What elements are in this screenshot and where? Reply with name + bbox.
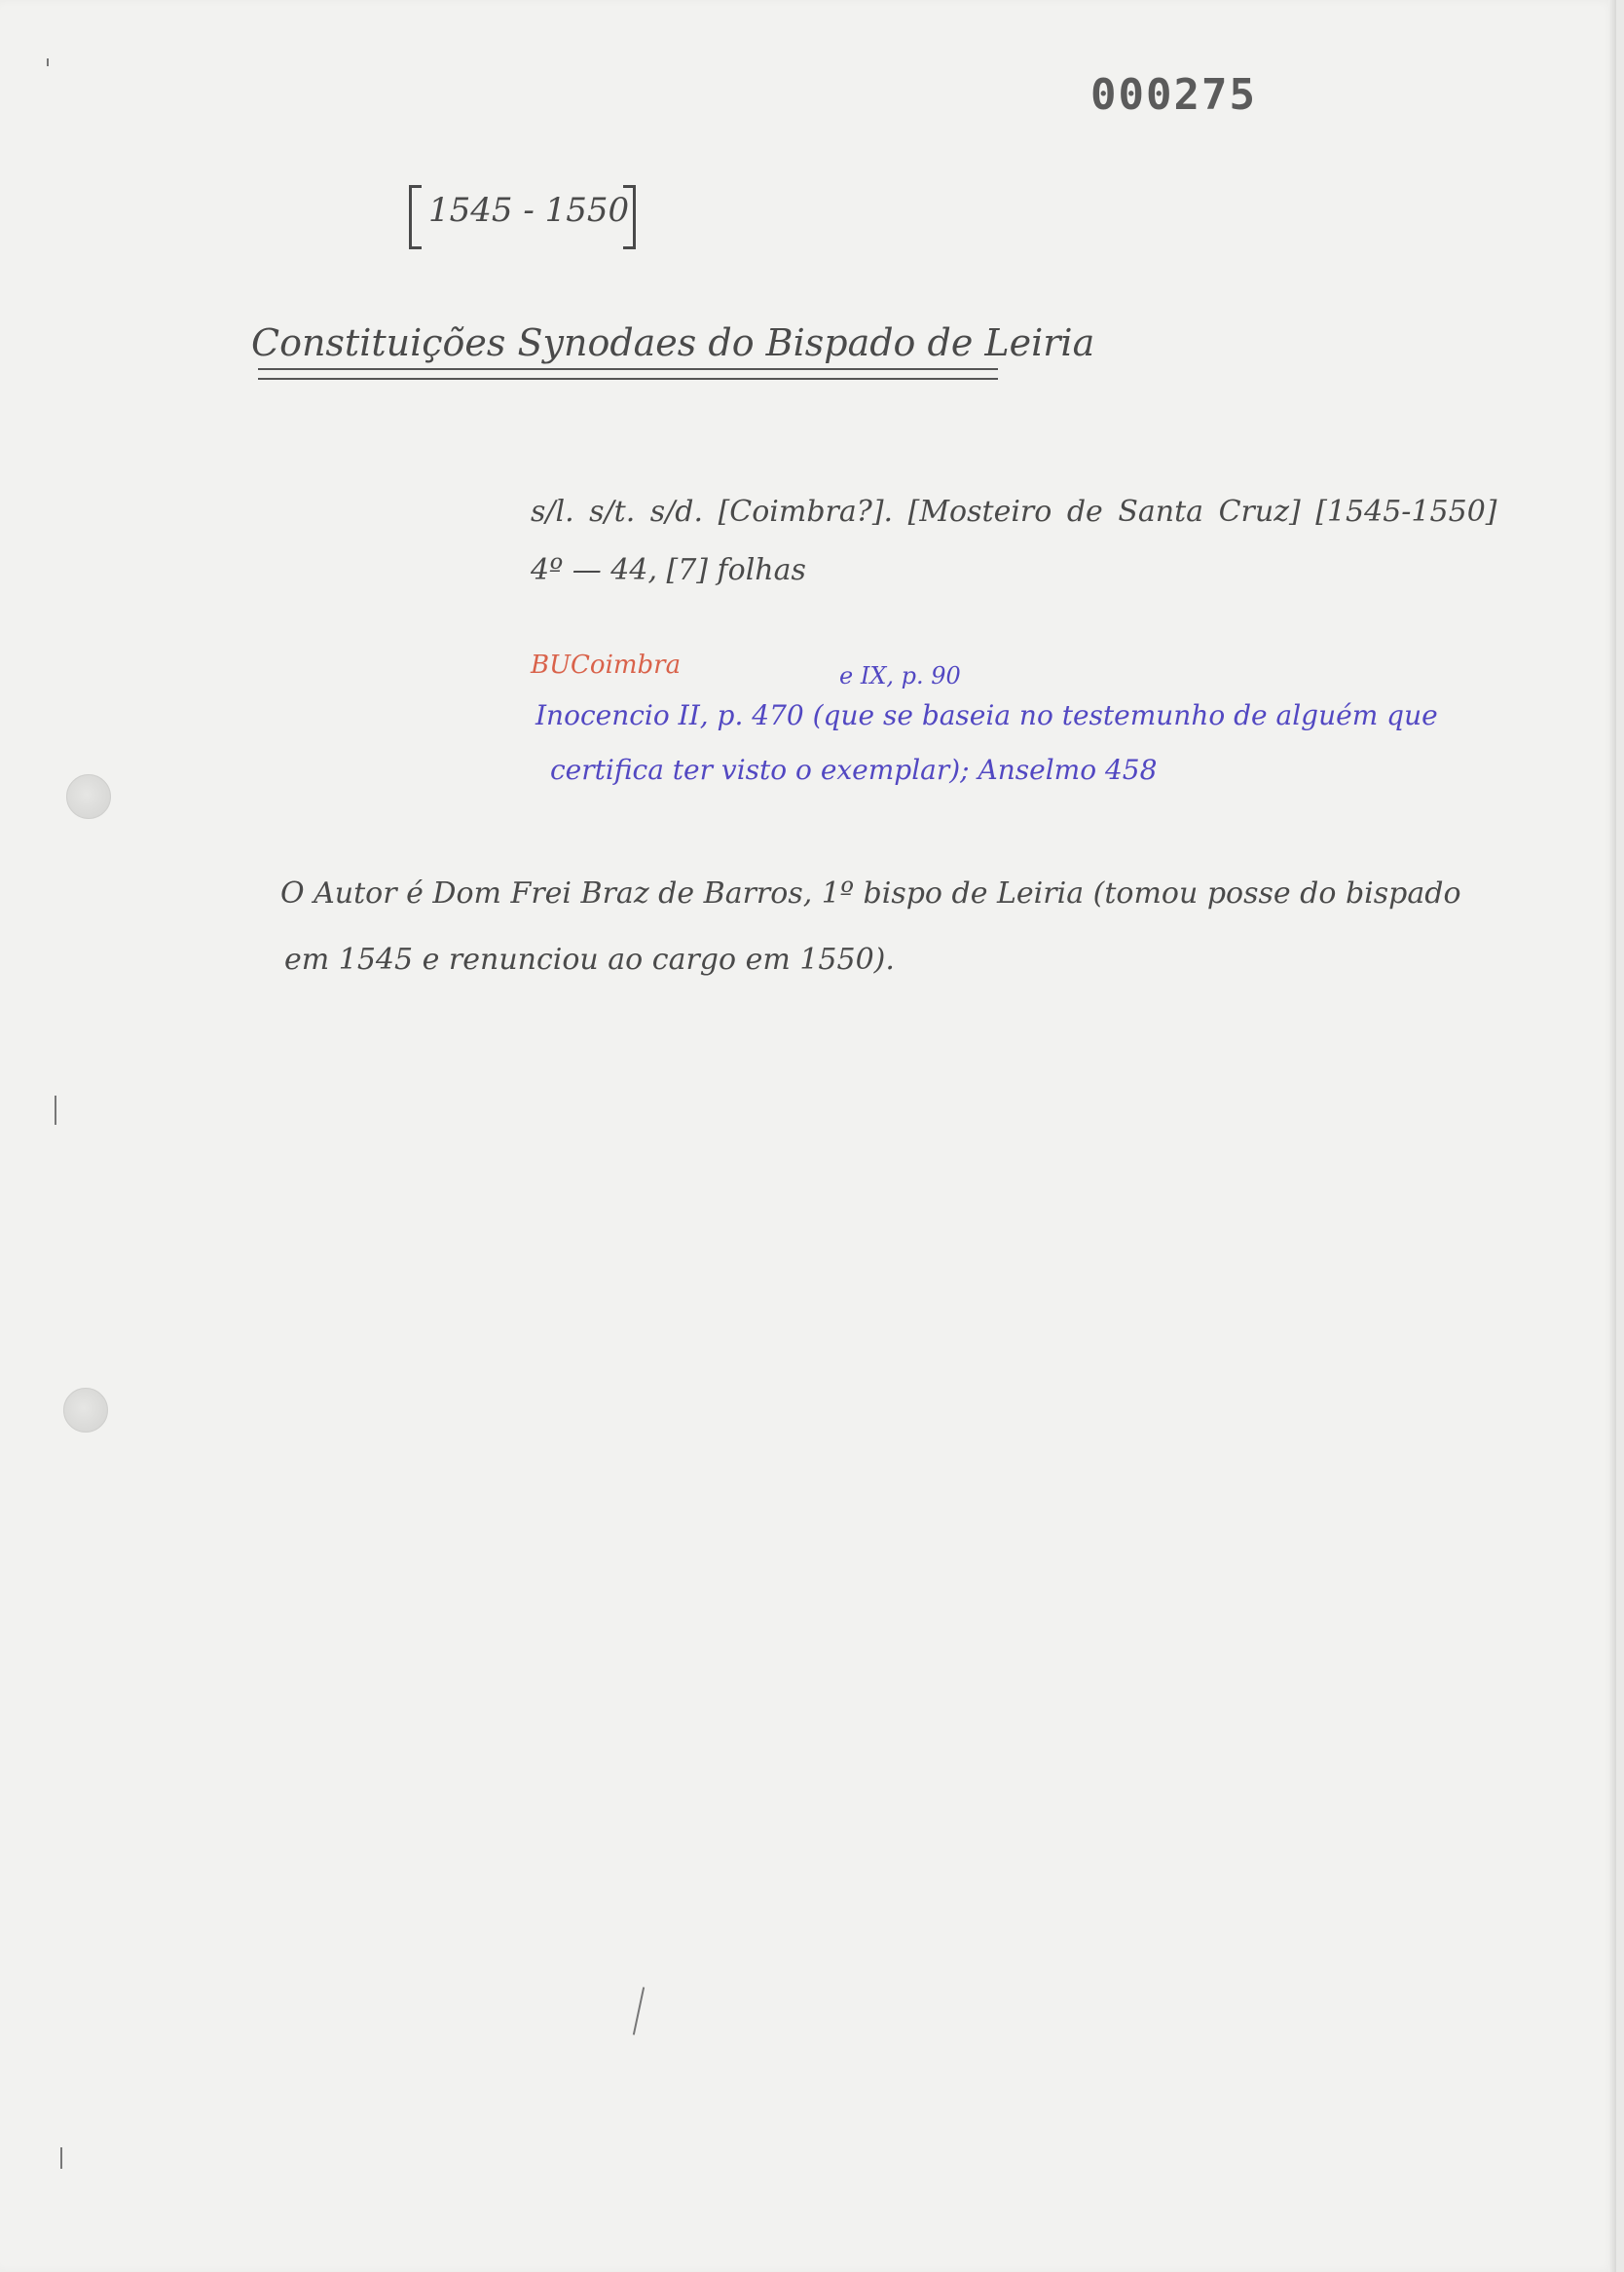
reference-insertion: e IX, p. 90 [839, 662, 961, 689]
document-title: Constituições Synodaes do Bispado de Leiria [251, 321, 1095, 364]
margin-mark [60, 2147, 62, 2169]
reference-line-1: Inocencio II, p. 470 (que se baseia no testemunho de alguém que [535, 699, 1438, 731]
library-location: BUCoimbra [531, 651, 682, 680]
stamp-number: 000275 [1090, 70, 1257, 120]
reference-line-2: certifica ter visto o exemplar); Anselmo 458 [550, 754, 1158, 786]
left-bracket [409, 185, 422, 249]
date-range: 1545 - 1550 [428, 191, 630, 230]
margin-mark [633, 1987, 645, 2034]
author-note-line-1: O Autor é Dom Frei Braz de Barros, 1º bispo de Leiria (tomou posse do bispado [280, 876, 1461, 911]
author-note-line-2: em 1545 e renunciou ao cargo em 1550). [284, 943, 895, 977]
punch-hole-bottom [63, 1388, 108, 1433]
page-edge [1608, 0, 1616, 2272]
margin-mark [55, 1096, 56, 1125]
right-bracket [623, 185, 636, 249]
punch-hole-top [66, 774, 111, 819]
title-double-underline [258, 368, 998, 380]
imprint-line: s/l. s/t. s/d. [Coimbra?]. [Mosteiro de Santa Cruz] [1545-1550] [531, 495, 1497, 529]
collation-line: 4º — 44, [7] folhas [531, 553, 806, 587]
margin-mark [47, 58, 49, 66]
